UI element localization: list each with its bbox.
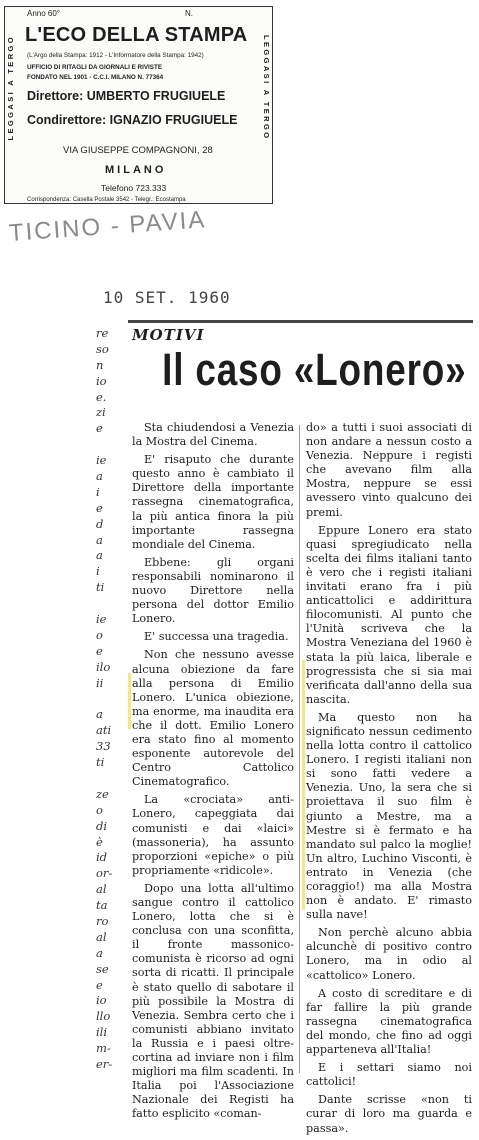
stamp-number: N. bbox=[185, 9, 193, 18]
stamp-director: Direttore: UMBERTO FRUGIUELE bbox=[27, 89, 226, 103]
margin-fragment: e bbox=[96, 977, 103, 992]
margin-fragment: ro bbox=[96, 913, 109, 928]
article-paragraph: Non perchè alcuno abbia alcunchè di positivo contro Lonero, ma in odio al «cattolico» Lonero. bbox=[306, 926, 472, 982]
margin-fragment: or- bbox=[96, 866, 113, 881]
margin-fragment: e bbox=[96, 421, 103, 436]
margin-fragment: llo bbox=[96, 1009, 111, 1024]
margin-fragment: i bbox=[96, 564, 100, 579]
margin-fragment: ati bbox=[96, 723, 112, 738]
stamp-side-text-right: LEGGASI A TERGO bbox=[262, 35, 271, 141]
margin-fragment: m- bbox=[96, 1041, 111, 1056]
margin-fragment: ii bbox=[96, 675, 104, 690]
article-paragraph: Dante scrisse «non ti curar di loro ma guarda e passa». bbox=[306, 1093, 472, 1135]
margin-fragment: e bbox=[96, 643, 103, 658]
margin-fragment: o bbox=[96, 627, 103, 642]
article-paragraph: Sta chiudendosi a Venezia la Mostra del Cinema. bbox=[132, 421, 294, 449]
margin-fragment bbox=[96, 691, 122, 707]
stamp-line-1: UFFICIO DI RITAGLI DA GIORNALI E RIVISTE bbox=[27, 64, 163, 71]
margin-fragment: so bbox=[96, 341, 109, 356]
margin-fragment: a bbox=[96, 469, 103, 484]
margin-fragment: id bbox=[96, 850, 108, 865]
adjacent-column-fragments bbox=[96, 326, 122, 1073]
stamp-title: L'ECO DELLA STAMPA bbox=[25, 24, 248, 46]
article-rubric: MOTIVI bbox=[132, 326, 205, 344]
stamp-address: VIA GIUSEPPE COMPAGNONI, 28 bbox=[63, 145, 213, 156]
margin-fragment: re bbox=[96, 326, 109, 340]
article-headline: Il caso «Lonero» bbox=[162, 344, 467, 395]
margin-fragment: d bbox=[96, 516, 104, 531]
margin-fragment: a bbox=[96, 548, 103, 563]
margin-fragment: zi bbox=[96, 405, 106, 420]
margin-fragment: di bbox=[96, 818, 108, 833]
stamp-year: Anno 60° bbox=[27, 9, 61, 18]
margin-fragment: è bbox=[96, 834, 103, 849]
margin-fragment: a bbox=[96, 532, 103, 547]
margin-fragment: a bbox=[96, 707, 103, 722]
stamp-city: MILANO bbox=[105, 164, 167, 176]
margin-fragment: ti bbox=[96, 580, 105, 595]
date-stamp: 10 SET. 1960 bbox=[103, 288, 231, 307]
margin-fragment bbox=[96, 771, 122, 787]
column-divider bbox=[299, 425, 300, 1073]
article-paragraph: do» a tutti i suoi associati di non andare a nessun costo a Venezia. Neppure i registi che avevano film alla Mostra, neppure se essi avessero vinto qualcuno dei premi. bbox=[306, 421, 472, 519]
margin-fragment: al bbox=[96, 929, 107, 944]
margin-fragment: ze bbox=[96, 786, 109, 801]
margin-fragment: o bbox=[96, 802, 103, 817]
margin-fragment: io bbox=[96, 993, 107, 1008]
margin-fragment: 33 bbox=[96, 739, 111, 754]
article-paragraph: Dopo una lotta all'ultimo sangue contro il cattolico Lonero, lotta che si è conclusa con una sconfitta, il fronte massonico-comunista è ricorso ad ogni sorta di ricatti. Il principale è stato quello di sabotare il più possibile la Mostra di Venezia. Sembra certo che i comunisti abbiano invitato la Russia e i paesi oltre-cortina ad inviare non i film migliori ma film scadenti. In Italia poi l'Associazione Nazionale dei Registi ha fatto esplicito «coman- bbox=[132, 881, 294, 1121]
stamp-side-text-left: LEGGASI A TERGO bbox=[6, 35, 15, 141]
margin-fragment: e bbox=[96, 500, 103, 515]
stamp-line-2: FONDATO NEL 1901 - C.C.I. MILANO N. 77364 bbox=[27, 74, 164, 81]
article-paragraph: Ebbene: gli organi responsabili nominarono il nuovo Direttore nella persona del dottor Emilio Lonero. bbox=[132, 555, 294, 626]
margin-fragment: ie bbox=[96, 453, 107, 468]
margin-fragment: e. bbox=[96, 389, 107, 404]
margin-fragment: i bbox=[96, 484, 100, 499]
stamp-phone: Telefono 723.333 bbox=[101, 183, 167, 193]
margin-fragment: io bbox=[96, 373, 107, 388]
article-paragraph: Eppure Lonero era stato quasi spregiudicato nella scelta dei films italiani tanto è vero che i registi italiani invitati erano fra i più anticattolici e addirittura filocomunisti. Al punto che l'Unità scriveva che la Mostra Veneziana del 1960 è stata la più laica, liberale e progressista che si sia mai verificata dall'anno della sua nascita. bbox=[306, 523, 472, 706]
margin-fragment: a bbox=[96, 945, 103, 960]
margin-fragment: ie bbox=[96, 612, 107, 627]
margin-fragment: ili bbox=[96, 1025, 108, 1040]
press-clipping-stamp bbox=[4, 6, 273, 204]
margin-fragment: ilo bbox=[96, 659, 111, 674]
article-column-1 bbox=[132, 421, 294, 1126]
article-paragraph: Non che nessuno avesse alcuna obiezione da fare alla persona di Emilio Lonero. L'unica obiezione, ma enorme, ma inaudita era che il dott. Emilio Lonero era stato fino al momento esponente autorevole del Centro Cattolico Cinematografico. bbox=[132, 648, 294, 789]
margin-fragment bbox=[96, 596, 122, 612]
margin-fragment: al bbox=[96, 882, 107, 897]
stamp-co-director: Condirettore: IGNAZIO FRUGIUELE bbox=[27, 113, 238, 127]
margin-fragment: se bbox=[96, 961, 109, 976]
margin-fragment: ta bbox=[96, 898, 108, 913]
article-paragraph: La «crociata» anti-Lonero, capeggiata dai comunisti e dai «laici» (massoneria), ha assunto proporzioni «epiche» o più propriamente «ridicole». bbox=[132, 793, 294, 877]
margin-fragment: ti bbox=[96, 755, 105, 770]
header-rule bbox=[128, 320, 473, 323]
margin-fragment: er- bbox=[96, 1056, 113, 1071]
margin-fragment bbox=[96, 437, 122, 453]
article-paragraph: E i settari siamo noi cattolici! bbox=[306, 1061, 472, 1089]
highlight-mark bbox=[302, 660, 305, 910]
article-paragraph: E' risaputo che durante questo anno è cambiato il Direttore della importante rassegna cinematografica, la più antica finora la più importante rassegna mondiale del Cinema. bbox=[132, 453, 294, 551]
article-column-2 bbox=[306, 421, 472, 1140]
highlight-mark bbox=[128, 673, 131, 729]
stamp-footer: Corrispondenza: Casella Postale 3542 - Telegr.: Ecostampa bbox=[27, 197, 186, 203]
source-stamp: TICINO - PAVIA bbox=[8, 206, 208, 247]
stamp-subtitle: (L'Argo della Stampa: 1912 - L'Informatore della Stampa: 1942) bbox=[27, 52, 204, 59]
margin-fragment: n bbox=[96, 357, 104, 372]
article-paragraph: A costo di screditare e di far fallire la più grande rassegna cinematografica del mondo, che fino ad oggi apparteneva all'Italia! bbox=[306, 986, 472, 1057]
article-paragraph: Ma questo non ha significato nessun cedimento nella lotta contro il cattolico Lonero. I registi italiani non si sono fatti vedere a Venezia. Uno, la sera che si proiettava il suo film è giunto a Mestre, ma a Mestre si è fermato e ha mandato sul palco la moglie! Un altro, Luchino Visconti, è entrato in Venezia (che coraggio!) ma alla Mostra non è andato. E' rimasto sulla nave! bbox=[306, 710, 472, 922]
article-paragraph: E' successa una tragedia. bbox=[144, 630, 289, 644]
